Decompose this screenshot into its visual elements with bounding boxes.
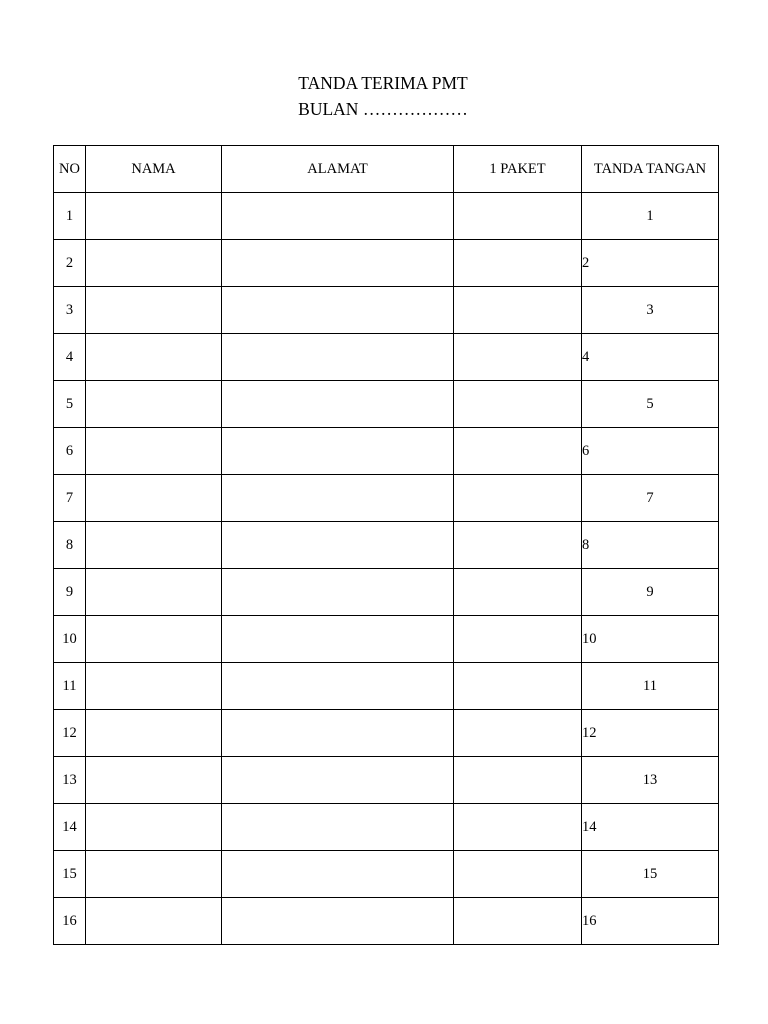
document-title: TANDA TERIMA PMT: [298, 73, 468, 93]
cell-alamat: [222, 193, 454, 240]
cell-tanda-tangan: 1: [582, 193, 719, 240]
cell-no: 15: [54, 851, 86, 898]
cell-no: 11: [54, 663, 86, 710]
cell-paket: [454, 522, 582, 569]
cell-nama: [86, 428, 222, 475]
header-alamat: ALAMAT: [222, 146, 454, 193]
cell-paket: [454, 287, 582, 334]
table-row: [54, 804, 719, 851]
cell-alamat: [222, 569, 454, 616]
table-row: [54, 757, 719, 804]
cell-paket: [454, 334, 582, 381]
cell-nama: [86, 616, 222, 663]
cell-paket: [454, 428, 582, 475]
cell-tanda-tangan: 5: [582, 381, 719, 428]
header-row: [54, 146, 719, 193]
cell-alamat: [222, 710, 454, 757]
cell-no: 14: [54, 804, 86, 851]
cell-tanda-tangan: 14: [582, 804, 719, 851]
cell-nama: [86, 757, 222, 804]
cell-paket: [454, 851, 582, 898]
cell-nama: [86, 663, 222, 710]
cell-tanda-tangan: 13: [582, 757, 719, 804]
cell-no: 7: [54, 475, 86, 522]
cell-alamat: [222, 616, 454, 663]
cell-alamat: [222, 475, 454, 522]
cell-nama: [86, 851, 222, 898]
cell-no: 4: [54, 334, 86, 381]
cell-alamat: [222, 757, 454, 804]
cell-nama: [86, 193, 222, 240]
table-row: [54, 428, 719, 475]
cell-alamat: [222, 851, 454, 898]
cell-no: 5: [54, 381, 86, 428]
cell-tanda-tangan: 16: [582, 898, 719, 945]
header-paket: 1 PAKET: [454, 146, 582, 193]
cell-nama: [86, 381, 222, 428]
document-subtitle: BULAN ………………: [298, 99, 468, 119]
cell-no: 9: [54, 569, 86, 616]
cell-paket: [454, 804, 582, 851]
table-row: [54, 475, 719, 522]
cell-no: 3: [54, 287, 86, 334]
table-row: [54, 334, 719, 381]
cell-paket: [454, 193, 582, 240]
cell-alamat: [222, 334, 454, 381]
cell-tanda-tangan: 15: [582, 851, 719, 898]
cell-alamat: [222, 428, 454, 475]
cell-nama: [86, 334, 222, 381]
cell-paket: [454, 898, 582, 945]
cell-tanda-tangan: 6: [582, 428, 719, 475]
cell-alamat: [222, 240, 454, 287]
cell-tanda-tangan: 2: [582, 240, 719, 287]
table-row: [54, 663, 719, 710]
cell-tanda-tangan: 4: [582, 334, 719, 381]
cell-alamat: [222, 898, 454, 945]
table-row: [54, 381, 719, 428]
cell-paket: [454, 475, 582, 522]
cell-no: 2: [54, 240, 86, 287]
cell-nama: [86, 240, 222, 287]
cell-paket: [454, 710, 582, 757]
cell-alamat: [222, 287, 454, 334]
cell-alamat: [222, 663, 454, 710]
cell-nama: [86, 522, 222, 569]
cell-no: 6: [54, 428, 86, 475]
cell-nama: [86, 710, 222, 757]
cell-no: 16: [54, 898, 86, 945]
cell-no: 13: [54, 757, 86, 804]
table-row: [54, 851, 719, 898]
cell-no: 8: [54, 522, 86, 569]
cell-alamat: [222, 804, 454, 851]
cell-tanda-tangan: 3: [582, 287, 719, 334]
cell-paket: [454, 240, 582, 287]
cell-nama: [86, 475, 222, 522]
table-row: [54, 898, 719, 945]
cell-nama: [86, 569, 222, 616]
cell-tanda-tangan: 11: [582, 663, 719, 710]
header-tanda-tangan: TANDA TANGAN: [582, 146, 719, 193]
table-row: [54, 193, 719, 240]
cell-tanda-tangan: 7: [582, 475, 719, 522]
cell-alamat: [222, 381, 454, 428]
header-no: NO: [54, 146, 86, 193]
table-row: [54, 710, 719, 757]
cell-tanda-tangan: 8: [582, 522, 719, 569]
cell-tanda-tangan: 12: [582, 710, 719, 757]
cell-alamat: [222, 522, 454, 569]
cell-paket: [454, 616, 582, 663]
table-row: [54, 522, 719, 569]
cell-tanda-tangan: 10: [582, 616, 719, 663]
table-row: [54, 616, 719, 663]
cell-paket: [454, 663, 582, 710]
cell-nama: [86, 804, 222, 851]
cell-nama: [86, 898, 222, 945]
cell-no: 10: [54, 616, 86, 663]
cell-nama: [86, 287, 222, 334]
cell-no: 12: [54, 710, 86, 757]
header-nama: NAMA: [86, 146, 222, 193]
table-row: [54, 240, 719, 287]
cell-paket: [454, 569, 582, 616]
cell-paket: [454, 381, 582, 428]
table-row: [54, 569, 719, 616]
cell-paket: [454, 757, 582, 804]
cell-no: 1: [54, 193, 86, 240]
receipt-table: [53, 145, 719, 945]
table-row: [54, 287, 719, 334]
cell-tanda-tangan: 9: [582, 569, 719, 616]
